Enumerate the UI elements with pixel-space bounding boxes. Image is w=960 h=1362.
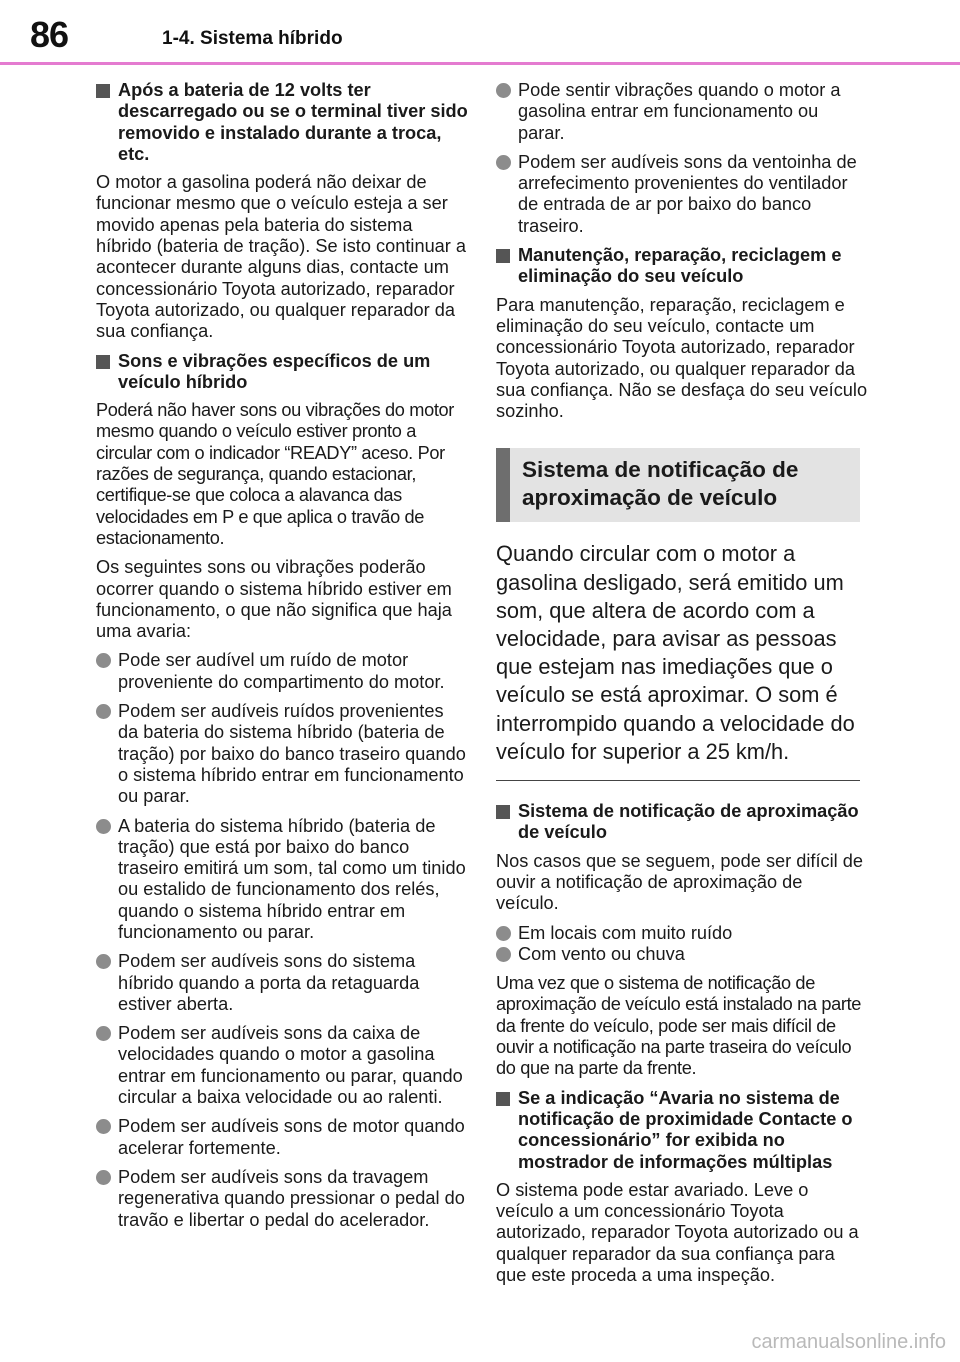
square-bullet-icon (496, 1092, 510, 1106)
list-item-text: Pode ser audível um ruído de motor proveniente do compartimento do motor. (118, 650, 445, 692)
paragraph: Nos casos que se seguem, pode ser difícil de ouvir a notificação de aproximação de veículo. (496, 850, 863, 914)
list-item-text: Podem ser audíveis sons da ventoinha de arrefecimento provenientes do ventilador de entrada de ar por baixo do banco traseiro. (518, 151, 857, 236)
list-item (496, 152, 868, 237)
right-column (496, 80, 868, 1294)
circle-bullet-icon (96, 1026, 111, 1041)
list-item-text: Em locais com muito ruído (518, 922, 733, 943)
list-item (496, 944, 868, 965)
list-item-text: Podem ser audíveis sons da caixa de velocidades quando o motor a gasolina entrar em funcionamento ou parar, quando circular a baixa velocidade ou ao ralenti. (118, 1023, 463, 1108)
circle-bullet-icon (96, 954, 111, 969)
subheading-text: Se a indicação “Avaria no sistema de notificação de proximidade Contacte o concessionário” for exibida no mostrador de informações múltiplas (518, 1087, 853, 1172)
circle-bullet-icon (96, 653, 111, 668)
list-item (96, 650, 468, 693)
list-item-text: Podem ser audíveis sons de motor quando acelerar fortemente. (118, 1116, 465, 1158)
list-item (96, 816, 468, 944)
list-item (96, 1023, 468, 1108)
paragraph: Poderá não haver sons ou vibrações do motor mesmo quando o veículo estiver pronto a circular com o indicador “READY” aceso. Por razões de segurança, quando estacionar, certifique-se que coloca a alavanca das velocidades em P e que aplica o travão de estacionamento. (96, 400, 455, 548)
subheading-text: Após a bateria de 12 volts ter descarregado ou se o terminal tiver sido removido e instalado durante a troca, etc. (118, 80, 468, 164)
paragraph: Para manutenção, reparação, reciclagem e eliminação do seu veículo, contacte um concessionário Toyota autorizado, reparador Toyota autorizado, ou qualquer reparador da sua confiança. Não se desfaça do seu veículo sozinho. (496, 294, 868, 422)
paragraph: Uma vez que o sistema de notificação de aproximação de veículo está instalado na parte da frente do veículo, pode ser mais difícil de ouvir a notificação na parte traseira do veículo do que na parte da frente. (496, 973, 862, 1079)
circle-bullet-icon (96, 704, 111, 719)
list-item-text: Com vento ou chuva (518, 943, 685, 964)
watermark: carmanualsonline.info (751, 1331, 946, 1353)
subheading-maintenance (496, 245, 868, 288)
circle-bullet-icon (496, 83, 511, 98)
left-column (96, 80, 468, 1239)
circle-bullet-icon (496, 926, 511, 941)
list-item (496, 80, 868, 144)
subheading-12v-battery (96, 80, 468, 165)
list-item-text: Podem ser audíveis ruídos provenientes da bateria do sistema híbrido (bateria de tração) por baixo do banco traseiro quando o sistema híbrido entrar em funcionamento ou parar. (118, 701, 466, 807)
circle-bullet-icon (496, 947, 511, 962)
circle-bullet-icon (96, 1170, 111, 1185)
list-item (96, 1116, 468, 1159)
circle-bullet-icon (96, 1119, 111, 1134)
list-item-text: Pode sentir vibrações quando o motor a gasolina entrar em funcionamento ou parar. (518, 80, 841, 143)
square-bullet-icon (496, 249, 510, 263)
subheading-text: Sons e vibrações específicos de um veículo híbrido (118, 350, 431, 392)
circle-bullet-icon (96, 819, 111, 834)
subheading-text: Sistema de notificação de aproximação de veículo (518, 801, 859, 843)
subheading-text: Manutenção, reparação, reciclagem e eliminação do seu veículo (518, 245, 842, 287)
header-divider (0, 62, 960, 65)
square-bullet-icon (496, 805, 510, 819)
square-bullet-icon (96, 355, 110, 369)
list-item (496, 923, 868, 944)
paragraph: O motor a gasolina poderá não deixar de funcionar mesmo que o veículo esteja a ser movido apenas pela bateria do sistema híbrido (bateria de tração). Se isto continuar a acontecer durante alguns dias, contacte um concessionário Toyota autorizado, reparador Toyota autorizado, ou qualquer reparador da sua confiança. (96, 172, 467, 342)
subheading-malfunction-message (496, 1088, 868, 1173)
page-number: 86 (30, 14, 69, 55)
page-header (0, 0, 960, 66)
square-bullet-icon (96, 84, 110, 98)
subheading-hybrid-sounds (96, 351, 468, 394)
list-item (96, 1167, 468, 1231)
section-intro: Quando circular com o motor a gasolina desligado, será emitido um som, que altera de acordo com a velocidade, para avisar as pessoas que estejam nas imediações que o veículo se está aproximar. O som é interrompido quando a velocidade do veículo for superior a 25 km/h. (496, 541, 855, 764)
list-item-text: Podem ser audíveis sons da travagem regenerativa quando pressionar o pedal do travão e libertar o pedal do acelerador. (118, 1166, 465, 1230)
circle-bullet-icon (496, 155, 511, 170)
section-title: 1-4. Sistema híbrido (162, 28, 343, 49)
subheading-notification-system (496, 801, 868, 844)
list-item-text: A bateria do sistema híbrido (bateria de tração) que está por baixo do banco traseiro emitirá um som, tal como um tinido ou estalido de funcionamento dos relés, quando o sistema híbrido entrar em funcionamento ou parar. (118, 815, 466, 942)
list-item-text: Podem ser audíveis sons do sistema híbrido quando a porta da retaguarda estiver aberta. (118, 951, 420, 1014)
list-item (96, 951, 468, 1015)
paragraph: O sistema pode estar avariado. Leve o veículo a um concessionário Toyota autorizado, reparador Toyota autorizado ou a qualquer reparador da sua confiança para que este proceda a uma inspeção. (496, 1179, 859, 1286)
list-item (96, 701, 468, 807)
divider (496, 780, 860, 781)
paragraph: Os seguintes sons ou vibrações poderão ocorrer quando o sistema híbrido estiver em funcionamento, o que não significa que haja uma avaria: (96, 557, 452, 642)
section-heading-box: Sistema de notificação de aproximação de veículo (496, 448, 860, 522)
